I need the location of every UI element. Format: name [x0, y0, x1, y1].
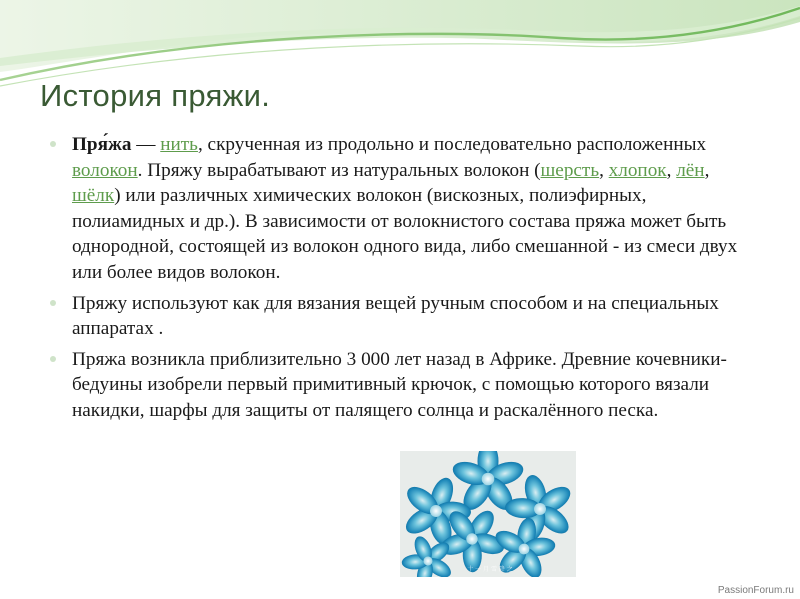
- slide-body: [48, 132, 760, 429]
- link-khlopok[interactable]: хлопок: [608, 159, 667, 181]
- text-segment: ,: [599, 159, 609, 181]
- watermark: PassionForum.ru: [717, 585, 794, 596]
- crochet-flowers-photo: [400, 451, 576, 577]
- text-segment: . Пряжу вырабатывают из натуральных волокон (: [137, 159, 541, 181]
- paragraph-text: Пряжа возникла приблизительно 3 000 лет назад в Африке. Древние кочевники-бедуины изобрели первый примитивный крючок, с помощью которого вязали накидки, шарфы для защиты от палящего солнца и раскалённого песка.: [72, 348, 727, 421]
- text-segment: ,: [666, 159, 677, 181]
- paragraph-history: [48, 347, 760, 424]
- bullet-icon: [50, 300, 56, 306]
- text-segment: ,: [704, 159, 710, 181]
- paragraph-text: Пряжу используют как для вязания вещей ручным способом и на специальных аппаратах .: [72, 292, 719, 340]
- link-nit[interactable]: нить: [160, 134, 198, 155]
- paragraph-definition: [48, 132, 760, 286]
- photo-caption: 十 一 月 雪 降 之: [467, 566, 513, 573]
- paragraph-usage: [48, 291, 760, 342]
- link-lyon[interactable]: лён: [676, 159, 705, 181]
- link-shyolk[interactable]: шёлк: [72, 185, 115, 207]
- link-sherst[interactable]: шерсть: [540, 159, 600, 181]
- bullet-icon: [50, 356, 56, 362]
- text-segment: —: [131, 134, 161, 155]
- link-volokon[interactable]: волокон: [72, 159, 138, 181]
- bullet-icon: [50, 141, 56, 147]
- slide-title: История пряжи.: [40, 78, 271, 113]
- term-pryazha: Пря́жа: [72, 134, 132, 155]
- text-segment: ) или различных химических волокон (вискозных, полиэфирных, полиамидных и др.). В зависимости от волокнистого состава пряжа может быть однородной, состоящей из волокон одного вида, либо смешанной - из смеси двух или более видов волокон.: [72, 185, 738, 283]
- text-segment: , скрученная из продольно и последовательно расположенных: [197, 134, 707, 155]
